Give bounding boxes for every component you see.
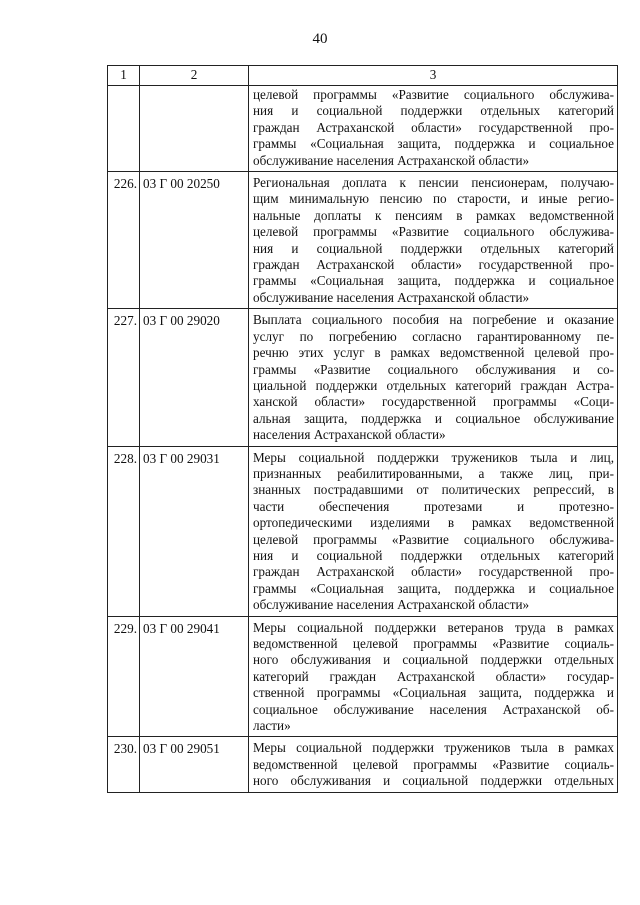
row-number-cell: 230. xyxy=(108,737,140,792)
row-number-cell: 228. xyxy=(108,446,140,616)
code-cell xyxy=(140,86,249,172)
description-line: ласти» xyxy=(253,718,291,734)
description-line: услуг по погребению согласно гарантированному пе- xyxy=(253,328,614,344)
budget-classification-table xyxy=(107,65,618,793)
description-line: части обеспечения протезами и протезно- xyxy=(253,498,614,514)
description-line: циальной поддержки отдельных категорий граждан Астра- xyxy=(253,377,614,393)
code-cell: 03 Г 00 29041 xyxy=(140,616,249,737)
description-cell xyxy=(249,737,618,792)
description-line: граждан Астраханской области» государственной про- xyxy=(253,119,614,135)
description-line: ортопедическими изделиями в рамках ведомственной xyxy=(253,515,614,531)
page-number: 40 xyxy=(312,31,328,47)
description-line: ния и социальной поддержки отдельных категорий xyxy=(253,103,614,119)
description-line: граммы «Социальная защита, поддержка и социальное xyxy=(253,136,614,152)
description-line: речню этих услуг в рамках ведомственной целевой про- xyxy=(253,345,614,361)
description-cell xyxy=(249,309,618,446)
row-number-cell: 229. xyxy=(108,616,140,737)
description-line: ного обслуживания и социальной поддержки отдельных xyxy=(253,773,614,789)
description-line: целевой программы «Развитие социального обслужива- xyxy=(253,224,614,240)
table-row xyxy=(108,309,618,446)
description-line: Выплата социального пособия на погребение и оказание xyxy=(253,312,614,328)
column-header-3: 3 xyxy=(249,66,618,86)
table-row xyxy=(108,172,618,309)
description-cell xyxy=(249,446,618,616)
description-line: ственной программы «Социальная защита, поддержка и xyxy=(253,685,614,701)
table-row xyxy=(108,616,618,737)
description-line: граждан Астраханской области» государственной про- xyxy=(253,564,614,580)
description-cell xyxy=(249,616,618,737)
description-line: ханской области» государственной программы «Соци- xyxy=(253,394,614,410)
description-line: обслуживание населения Астраханской области» xyxy=(253,152,530,168)
table-row xyxy=(108,737,618,792)
column-header-1: 1 xyxy=(108,66,140,86)
code-cell: 03 Г 00 29020 xyxy=(140,309,249,446)
description-line: знанных пострадавшими от политических репрессий, в xyxy=(253,482,614,498)
table-row xyxy=(108,446,618,616)
description-line: социальное обслуживание населения Астраханской об- xyxy=(253,701,614,717)
description-line: ведомственной целевой программы «Развитие социаль- xyxy=(253,636,614,651)
description-line: ведомственной целевой программы «Развитие социаль- xyxy=(253,756,614,772)
description-line: категорий граждан Астраханской области» государ- xyxy=(253,668,614,684)
description-line: щим минимальную пенсию по старости, и иные регио- xyxy=(253,191,614,207)
description-line: целевой программы «Развитие социального обслужива- xyxy=(253,87,614,102)
row-number-cell xyxy=(108,86,140,172)
description-line: обслуживание населения Астраханской области» xyxy=(253,289,530,305)
description-cell xyxy=(249,172,618,309)
table-header-row xyxy=(108,66,618,86)
description-line: граммы «Социальная защита, поддержка и социальное xyxy=(253,580,614,596)
description-line: ния и социальной поддержки отдельных категорий xyxy=(253,547,614,563)
description-line: целевой программы «Развитие социального обслужива- xyxy=(253,531,614,547)
description-line: Меры социальной поддержки тружеников тыла в рамках xyxy=(253,740,614,756)
code-cell: 03 Г 00 20250 xyxy=(140,172,249,309)
description-line: граждан Астраханской области» государственной про- xyxy=(253,257,614,273)
description-line: признанных реабилитированными, а также лиц, при- xyxy=(253,465,614,481)
row-number-cell: 226. xyxy=(108,172,140,309)
description-line: нальные доплаты к пенсиям в рамках ведомственной xyxy=(253,207,614,223)
continuation-row xyxy=(108,86,618,172)
description-line: Региональная доплата к пенсии пенсионерам, получаю- xyxy=(253,175,614,191)
code-cell: 03 Г 00 29031 xyxy=(140,446,249,616)
description-line: альная защита, поддержка и социальное обслуживание xyxy=(253,410,614,426)
description-line: ного обслуживания и социальной поддержки отдельных xyxy=(253,652,614,668)
description-cell xyxy=(249,86,618,172)
description-line: Меры социальной поддержки ветеранов труда в рамках xyxy=(253,619,614,635)
description-line: граммы «Развитие социального обслуживания и со- xyxy=(253,361,614,377)
description-line: населения Астраханской области» xyxy=(253,427,446,443)
row-number-cell: 227. xyxy=(108,309,140,446)
description-line: Меры социальной поддержки тружеников тыла и лиц, xyxy=(253,449,614,465)
description-line: ния и социальной поддержки отдельных категорий xyxy=(253,240,614,256)
description-line: граммы «Социальная защита, поддержка и социальное xyxy=(253,273,614,289)
description-line: обслуживание населения Астраханской области» xyxy=(253,597,530,613)
column-header-2: 2 xyxy=(140,66,249,86)
code-cell: 03 Г 00 29051 xyxy=(140,737,249,792)
